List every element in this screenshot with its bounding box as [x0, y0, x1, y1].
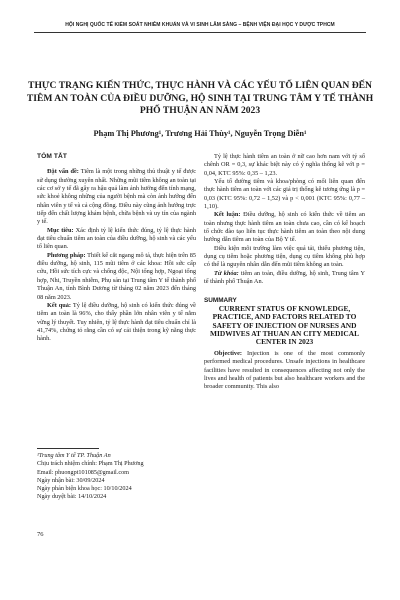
- objective-label: Mục tiêu:: [47, 226, 74, 234]
- abstract-results: [37, 302, 196, 344]
- author-list: Phạm Thị Phương¹, Trương Hải Thùy¹, Nguyễn Trọng Diễn¹: [93, 129, 307, 138]
- running-header: HỘI NGHỊ QUỐC TẾ KIỂM SOÁT NHIỄM KHUẨN VÀ VI SINH LÂM SÀNG – BỆNH VIỆN ĐẠI HỌC Y DƯỢC TPHCM: [65, 22, 335, 28]
- footnote-affiliation: ¹Trung tâm Y tế TP. Thuận An: [37, 452, 111, 459]
- page-number: 76: [37, 531, 44, 538]
- objective-text: Xác định tỷ lệ kiến thức đúng, tỷ lệ thực hành đạt tiêu chuẩn tiêm an toàn của điều dưỡng, hộ sinh và các yếu tố liên quan.: [37, 226, 196, 251]
- methods-text: Thiết kế cắt ngang mô tả, thực hiện trên 85 điều dưỡng, hộ sinh, 115 mũi tiêm ở các khoa: Hồi sức cấp cứu, Hồi sức tích cực và chống độc, Nội tổng hợp, Ngoại tổng hợp, Nhi, Truyền nhiễm, Phụ sản tại Trung tâm Y tế thành phố Thuận An, tỉnh Bình Dương từ tháng 02 năm 2023 đến tháng 08 năm 2023.: [37, 251, 196, 301]
- methods-label: Phương pháp:: [47, 251, 86, 259]
- abstract-background: [37, 168, 196, 226]
- english-title: CURRENT STATUS OF KNOWLEDGE, PRACTICE, AND FACTORS RELATED TO SAFETY OF INJECTION OF NURSES AND MIDWIVES AT THUAN AN CITY MEDICAL CENTER IN 2023: [210, 303, 359, 347]
- results-gender: Tỷ lệ thực hành tiêm an toàn ở nữ cao hơn nam với tỷ số chênh OR = 0,3, sự khác biệt này có ý nghĩa thống kê với p = 0,04, KTC 95%: 0,35 – 1,23.: [204, 153, 365, 177]
- background-text: Tiêm là một trong những thủ thuật y tế được sử dụng thường xuyên nhất. Những mũi tiêm không an toàn tại các cơ sở y tế đã gây ra hậu quả làm ảnh hưởng đến tính mạng, sức khoẻ không những của người bệnh mà còn ảnh hưởng đến nhân viên y tế và cả cộng đồng. Điều này cũng ảnh hưởng trực tiếp đến chất lượng khám bệnh, chữa bệnh và uy tín của ngành y tế.: [37, 168, 196, 226]
- footnote-rule: [37, 448, 99, 449]
- keywords-label: Từ khóa:: [214, 269, 239, 277]
- conclusion-environment: Điều kiện môi trường làm việc quá tải, thiếu phương tiện, dụng cụ tiêm hoặc phương tiện, dụng cụ tiêm không phù hợp có thể là nguyên nhân dẫn đến mũi tiêm không an toàn.: [204, 244, 365, 269]
- english-objective: [204, 350, 365, 392]
- background-label: Đặt vấn đề:: [47, 168, 79, 176]
- summary-heading-text: SUMMARY: [204, 296, 237, 304]
- footnote: [37, 452, 196, 502]
- results-text: Tỷ lệ điều dưỡng, hộ sinh có kiến thức đúng về tiêm an toàn là 96%, cho thấy phần lớn nhân viên y tế nắm vững lý thuyết. Tuy nhiên, tỷ lệ thực hành đạt tiêu chuẩn chỉ là 41,74%, chứng tỏ rằng cần có sự cải thiện trong kỹ năng thực hành.: [37, 301, 196, 343]
- footnote-email: Email: phuongpt101085@gmail.com: [37, 468, 129, 476]
- keywords-text: tiêm an toàn, điều dưỡng, hộ sinh, Trung tâm Y tế thành phố Thuận An.: [204, 269, 365, 286]
- abstract-heading: TÓM TẮT: [37, 153, 67, 160]
- results-label: Kết quả:: [47, 301, 72, 309]
- abstract-objective: [37, 227, 196, 252]
- keywords: [204, 270, 365, 287]
- footnote-reviewed: Ngày phản biện khoa học: 10/10/2024: [37, 485, 132, 493]
- abstract-conclusion: [204, 211, 365, 244]
- header-rule: [34, 32, 366, 33]
- english-objective-label: Objective:: [214, 349, 242, 357]
- abstract-methods: [37, 252, 196, 302]
- left-column: [37, 153, 196, 344]
- footnote-corresponding: Chịu trách nhiệm chính: Phạm Thị Phương: [37, 460, 144, 468]
- english-objective-text: Injection is one of the most commonly performed medical procedures. Unsafe injections in healthcare facilities have resulted in consequences affecting not only the lives and health of patients but also healthcare workers and the broader community. This also: [204, 349, 365, 391]
- results-factors: Yếu tố đường tiêm và khoa/phòng có mối liên quan đến thực hành tiêm an toàn với các giá trị thống kê tương ứng là p = 0,03 (KTC 95%: 0,72 – 1,52) và p < 0,001 (KTC 95%: 0,77 – 1,10).: [204, 178, 365, 211]
- spacer: [204, 287, 365, 297]
- right-column: [204, 153, 365, 392]
- conclusion-text: Điều dưỡng, hộ sinh có kiến thức về tiêm an toàn nhưng thực hành tiêm an toàn chưa cao, cần có kế hoạch tổ chức đào tạo liên tục thực hành tiêm an toàn theo nội dung hướng dẫn tiêm an toàn của Bộ Y tế.: [204, 211, 365, 244]
- footnote-received: Ngày nhận bài: 30/09/2024: [37, 476, 105, 484]
- conclusion-label: Kết luận:: [214, 211, 241, 219]
- article-title: THỰC TRẠNG KIẾN THỨC, THỰC HÀNH VÀ CÁC YẾU TỐ LIÊN QUAN ĐẾN TIÊM AN TOÀN CỦA ĐIỀU DƯỠNG, HỘ SINH TẠI TRUNG TÂM Y TẾ THÀNH PHỐ THUẬN AN NĂM 2023: [26, 80, 374, 116]
- footnote-accepted: Ngày duyệt bài: 14/10/2024: [37, 493, 107, 501]
